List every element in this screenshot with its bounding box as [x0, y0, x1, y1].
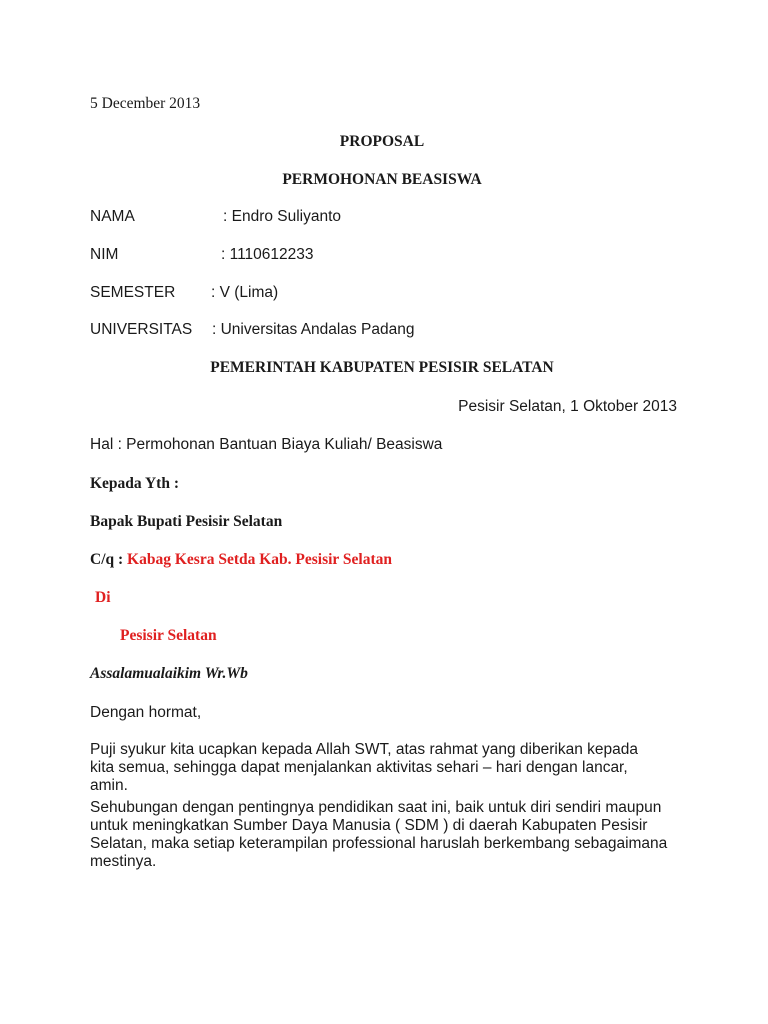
field-label-universitas: UNIVERSITAS [90, 321, 193, 338]
document-date: 5 December 2013 [90, 95, 201, 112]
field-label-nim: NIM [90, 246, 119, 263]
place-date: Pesisir Selatan, 1 Oktober 2013 [458, 398, 677, 415]
greeting: Assalamualaikim Wr.Wb [90, 665, 248, 682]
addressee-name: Bapak Bupati Pesisir Selatan [90, 513, 283, 530]
government-heading: PEMERINTAH KABUPATEN PESISIR SELATAN [210, 359, 554, 376]
field-label-semester: SEMESTER [90, 284, 176, 301]
field-value-nama: : Endro Suliyanto [223, 208, 342, 225]
salutation: Dengan hormat, [90, 704, 202, 721]
paragraph-2: Sehubungan dengan pentingnya pendidikan saat ini, baik untuk diri sendiri maupun untuk meningkatkan Sumber Daya Manusia ( SDM ) di daerah Kabupaten Pesisir Selatan, maka setiap keterampilan professional haruslah berkembang sebagaimana mestinya. [90, 799, 668, 870]
di-label: Di [95, 589, 111, 606]
field-value-nim: : 1110612233 [221, 246, 314, 263]
document-title: PROPOSAL [339, 133, 425, 150]
field-label-nama: NAMA [90, 208, 135, 225]
field-value-universitas: : Universitas Andalas Padang [212, 321, 415, 338]
document-subtitle: PERMOHONAN BEASISWA [282, 171, 482, 188]
paragraph-1: Puji syukur kita ucapkan kepada Allah SWT, atas rahmat yang diberikan kepada kita semua, sehingga dapat menjalankan aktivitas sehari – hari dengan lancar, amin. [90, 741, 638, 794]
cq-value: Kabag Kesra Setda Kab. Pesisir Selatan [127, 551, 392, 568]
cq-label: C/q : [90, 551, 124, 568]
field-value-semester: : V (Lima) [211, 284, 279, 301]
location-label: Pesisir Selatan [120, 627, 217, 644]
subject-line: Hal : Permohonan Bantuan Biaya Kuliah/ Beasiswa [90, 436, 443, 453]
addressee-intro: Kepada Yth : [90, 475, 179, 492]
cq-line [90, 551, 392, 569]
